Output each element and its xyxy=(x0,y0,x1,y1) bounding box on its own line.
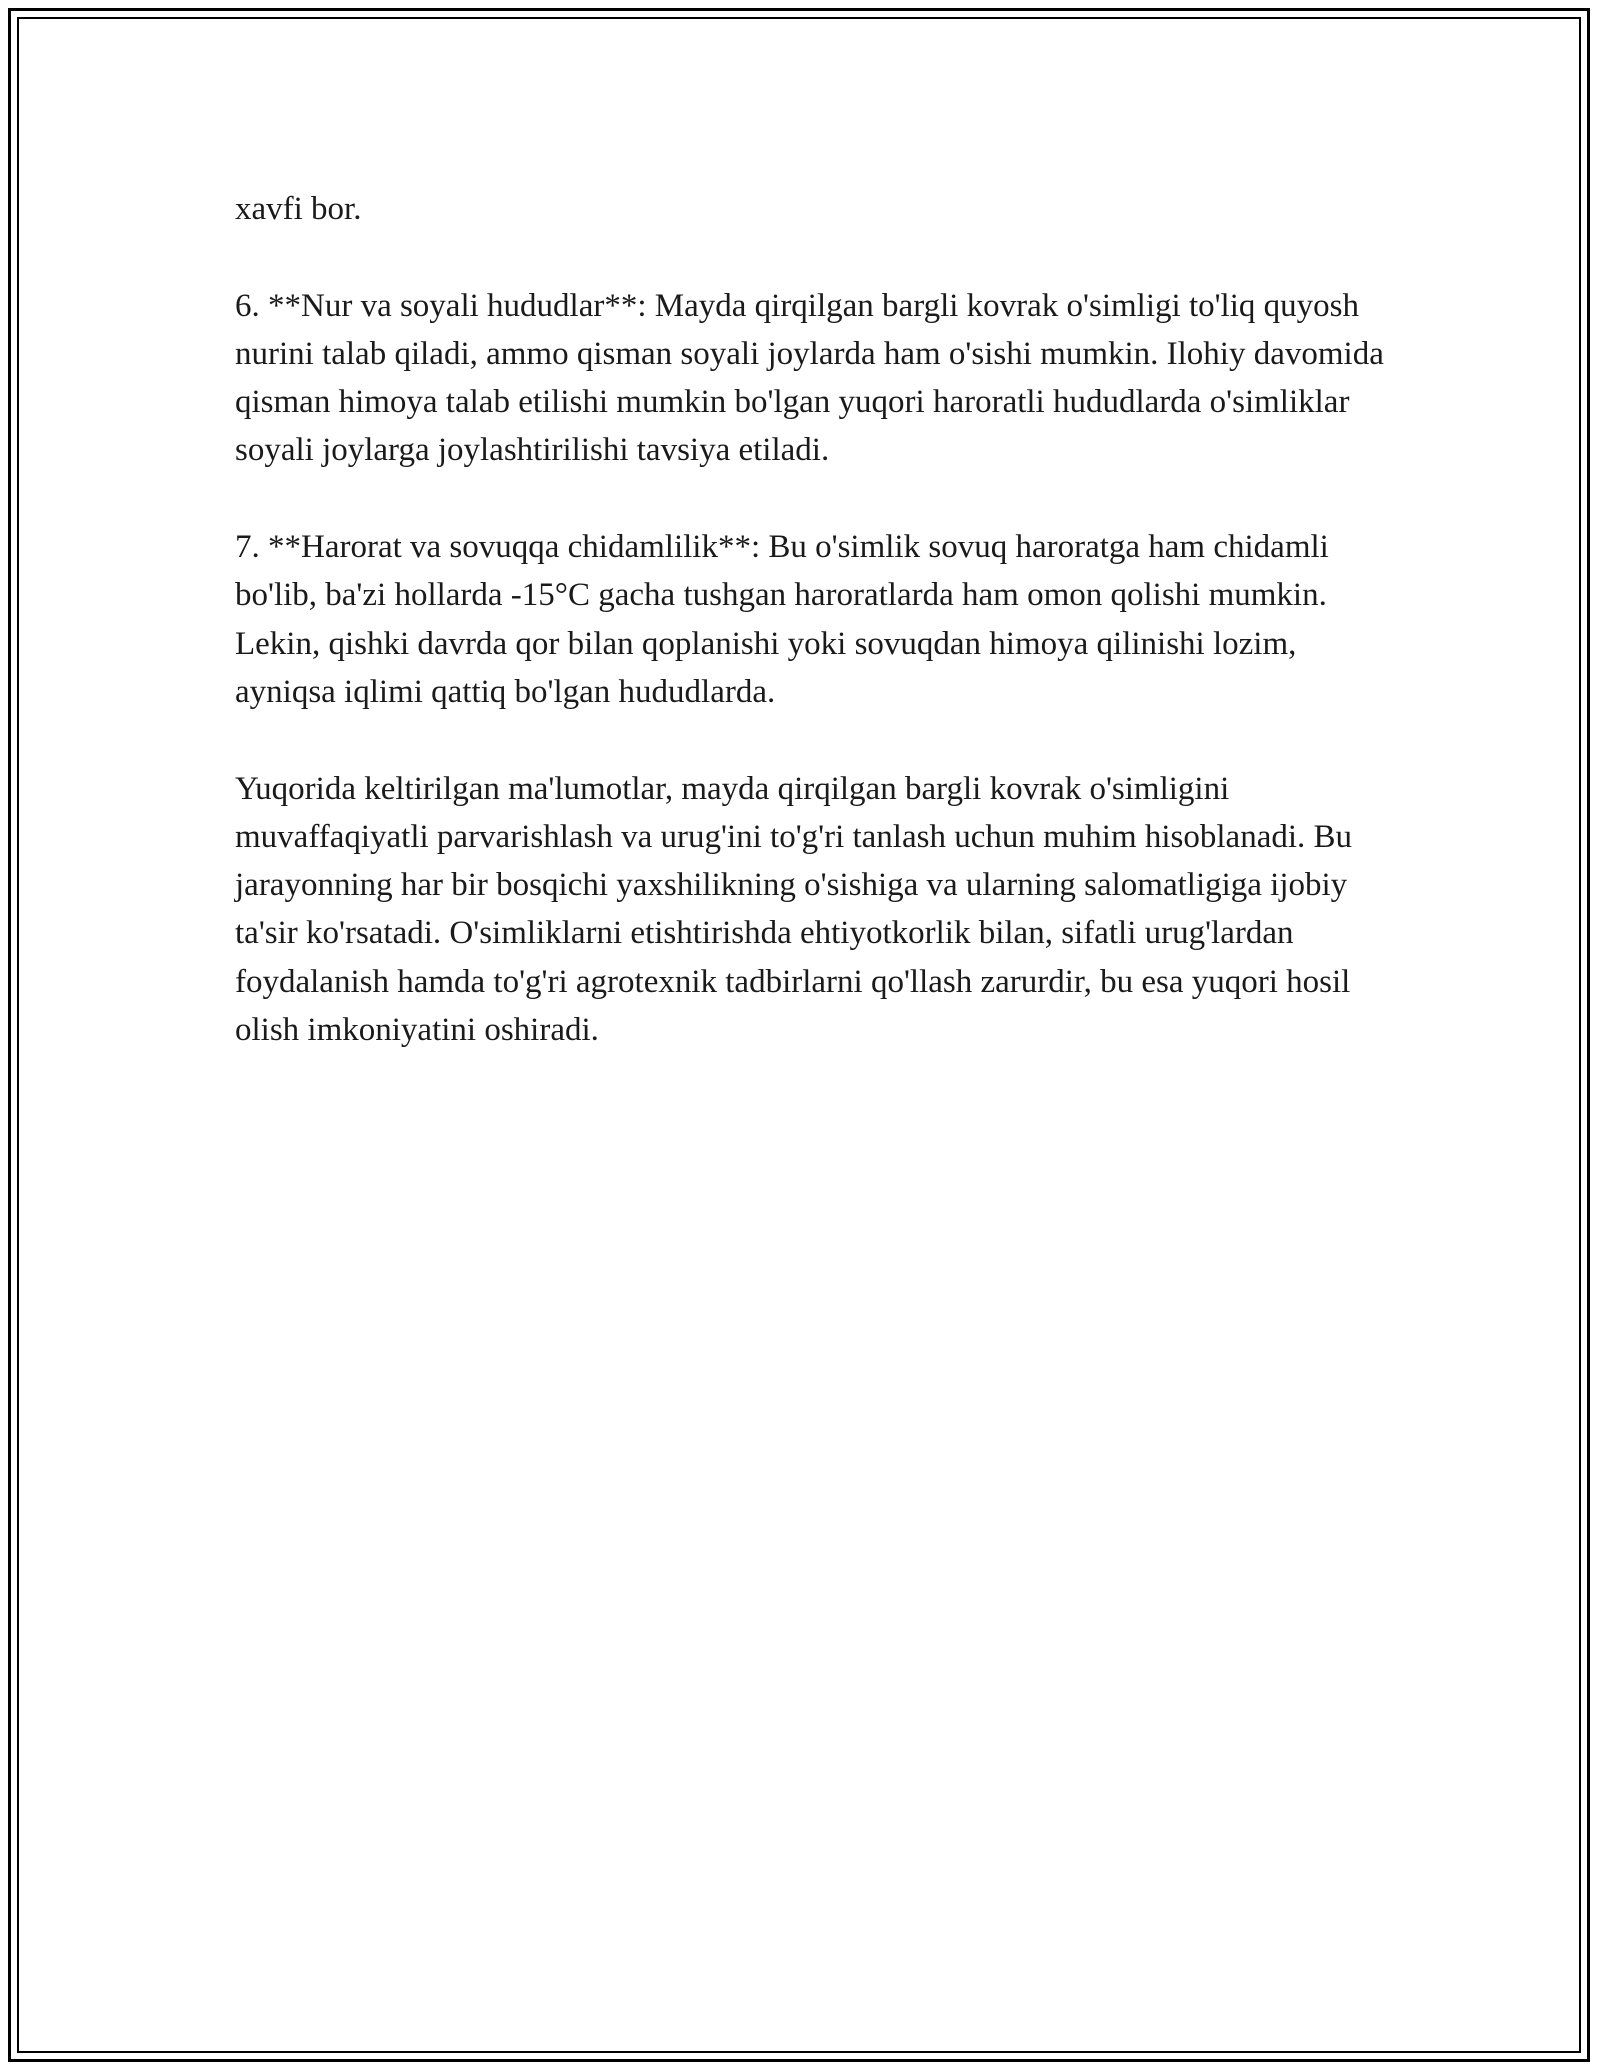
document-body xyxy=(235,185,1385,1054)
paragraph-continuation: xavfi bor. xyxy=(235,191,362,227)
paragraph-temperature-and-frost: 7. **Harorat va sovuqqa chidamlilik**: Bu o'simlik sovuq haroratga ham chidamli bo'lib, ba'zi hollarda -15°C gacha tushgan haroratlarda ham omon qolishi mumkin. Lekin, qishki davrda qor bilan qoplanishi yoki sovuqdan himoya qilinishi lozim, ayniqsa iqlimi qattiq bo'lgan hududlarda. xyxy=(235,529,1329,710)
paragraph-light-and-shade: 6. **Nur va soyali hududlar**: Mayda qirqilgan bargli kovrak o'simligi to'liq quyosh nurini talab qiladi, ammo qisman soyali joylarda ham o'sishi mumkin. Ilohiy davomida qisman himoya talab etilishi mumkin bo'lgan yuqori haroratli hududlarda o'simliklar soyali joylarga joylashtirilishi tavsiya etiladi. xyxy=(235,287,1384,469)
paragraph-conclusion: Yuqorida keltirilgan ma'lumotlar, mayda qirqilgan bargli kovrak o'simligini muvaffaqiyatli parvarishlash va urug'ini to'g'ri tanlash uchun muhim hisoblanadi. Bu jarayonning har bir bosqichi yaxshilikning o'sishiga va ularning salomatligiga ijobiy ta'sir ko'rsatadi. O'simliklarni etishtirishda ehtiyotkorlik bilan, sifatli urug'lardan foydalanish hamda to'g'ri agrotexnik tadbirlarni qo'llash zarurdir, bu esa yuqori hosil olish imkoniyatini oshiradi. xyxy=(235,770,1353,1049)
